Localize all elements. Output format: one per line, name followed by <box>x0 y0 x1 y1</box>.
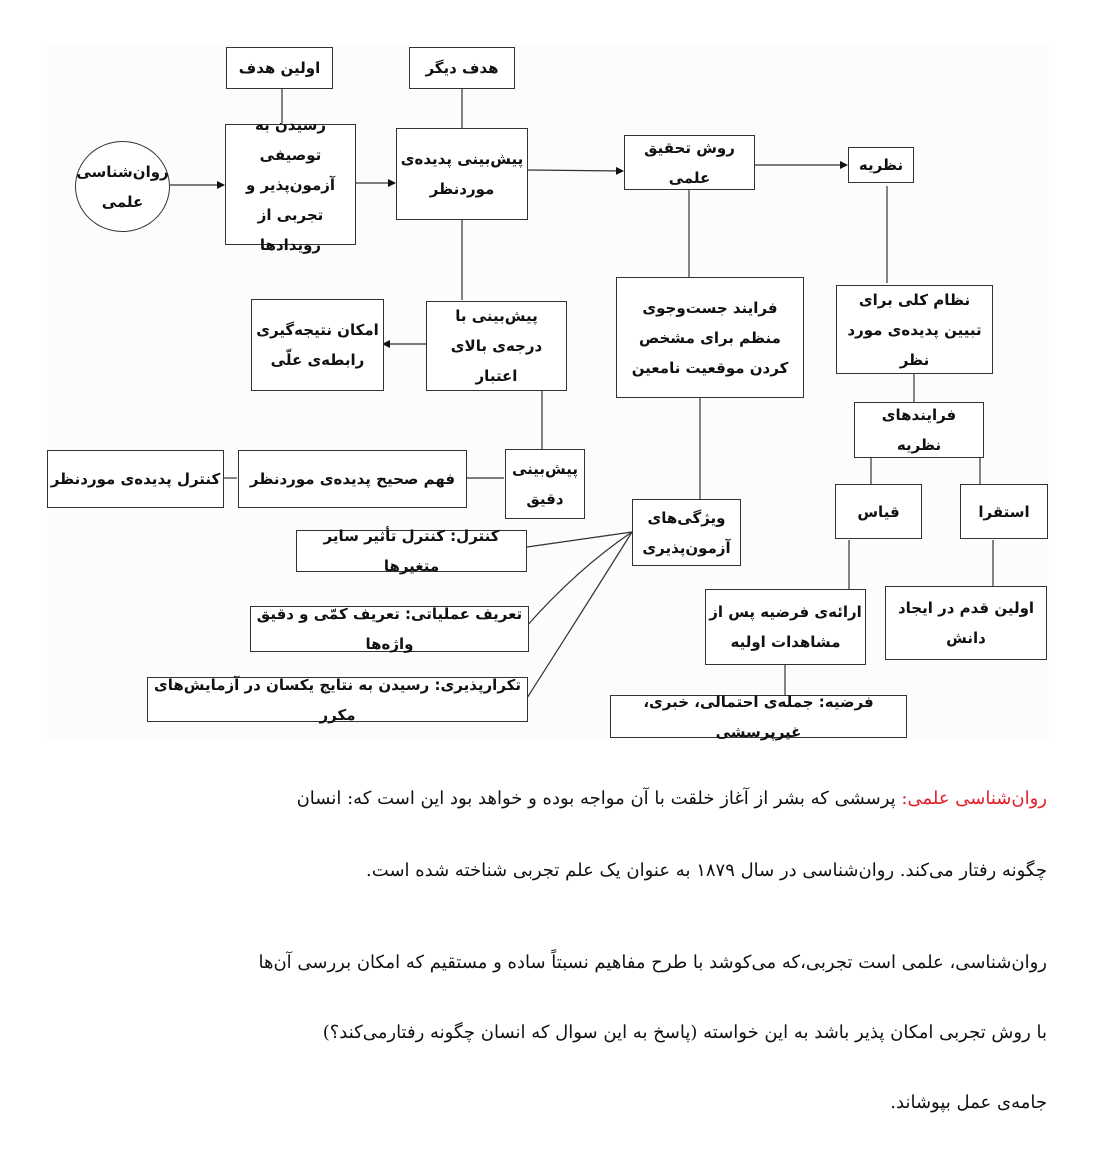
node-causal-inference: امکان نتیجه‌گیری رابطه‌ی علّی <box>251 299 384 391</box>
node-general-system: نظام کلی برای تبیین پدیده‌ی مورد نظر <box>836 285 993 374</box>
node-operational-definition: تعریف عملیاتی: تعریف کمّی و دقیق واژه‌ها <box>250 606 529 652</box>
arrow-pred-to-method <box>528 170 623 171</box>
node-theory-processes: فرایندهای نظریه <box>854 402 984 458</box>
node-other-goal: هدف دیگر <box>409 47 515 89</box>
node-theory: نظریه <box>848 147 914 183</box>
node-control-definition: کنترل: کنترل تأثیر سایر متغیرها <box>296 530 527 572</box>
line-features-replicability <box>527 532 632 698</box>
node-replicability-definition: تکرارپذیری: رسیدن به نتایج یکسان در آزمایش‌های مکرر <box>147 677 528 722</box>
node-testable-description: رسیدن به توصیفی آزمون‌پذیر و تجربی از رویدادها <box>225 124 356 245</box>
node-control-phenomenon: کنترل پدیده‌ی موردنظر <box>47 450 224 508</box>
node-first-step-knowledge: اولین قدم در ایجاد دانش <box>885 586 1047 660</box>
node-hypothesis-after-observation: ارائه‌ی فرضیه پس از مشاهدات اولیه <box>705 589 866 665</box>
node-prediction: پیش‌بینی پدیده‌ی موردنظر <box>396 128 528 220</box>
paragraph-1-line-2: چگونه رفتار می‌کند. روان‌شناسی در سال ۱۸۷۹ به عنوان یک علم تجربی شناخته شده است. <box>366 860 1047 881</box>
paragraph-1-text: پرسشی که بشر از آغاز خلقت با آن مواجه بوده و خواهد بود این است که: انسان <box>296 788 902 809</box>
paragraph-2-line-3: جامه‌ی عمل بپوشاند. <box>890 1092 1047 1113</box>
node-high-validity-prediction: پیش‌بینی با درجه‌ی بالای اعتبار <box>426 301 567 391</box>
node-precise-prediction: پیش‌بینی دقیق <box>505 449 585 519</box>
term-scientific-psychology: روان‌شناسی علمی: <box>901 788 1047 809</box>
concept-diagram <box>47 44 1049 740</box>
node-deduction: قیاس <box>835 484 922 539</box>
node-induction: استقرا <box>960 484 1048 539</box>
node-hypothesis-definition: فرضیه: جمله‌ی احتمالی، خبری، غیرپرسشی <box>610 695 907 738</box>
node-research-method: روش تحقیق علمی <box>624 135 755 190</box>
node-first-goal: اولین هدف <box>226 47 333 89</box>
line-features-operational <box>525 532 632 628</box>
line-features-control <box>527 532 632 547</box>
paragraph-2-line-1: روان‌شناسی، علمی است تجربی،که می‌کوشد با طرح مفاهیم نسبتاً ساده و مستقیم که امکان بررسی آن‌ها <box>258 952 1047 973</box>
paragraph-2-line-2: با روش تجربی امکان پذیر باشد به این خواسته (پاسخ به این سوال که انسان چگونه رفتارمی‌کند؟) <box>322 1022 1047 1043</box>
node-correct-understanding: فهم صحیح پدیده‌ی موردنظر <box>238 450 467 508</box>
node-scientific-psychology: روان‌شناسی علمی <box>75 141 170 232</box>
node-testability-features: ویژگی‌های آزمون‌پذیری <box>632 499 741 566</box>
node-systematic-search: فرایند جست‌وجوی منظم برای مشخص کردن موقعیت نامعین <box>616 277 804 398</box>
paragraph-1-line-1 <box>297 788 1047 809</box>
